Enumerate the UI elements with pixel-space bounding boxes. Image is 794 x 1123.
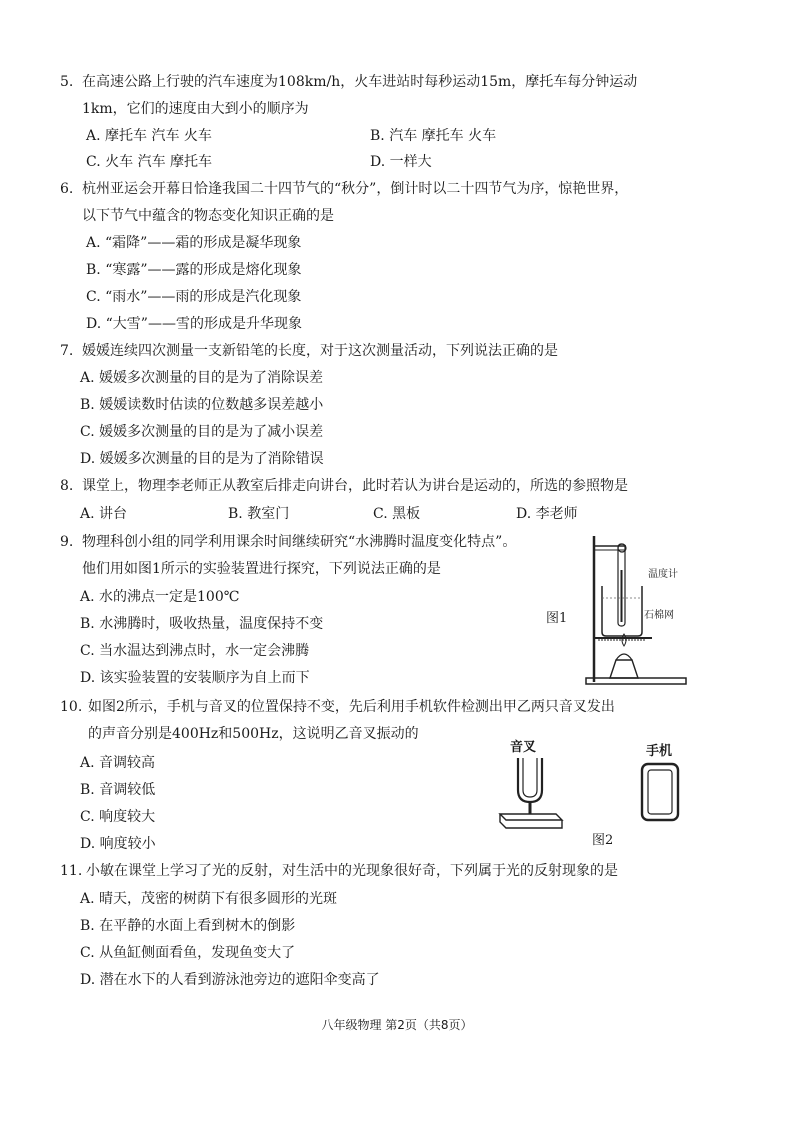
question-number: 9. bbox=[60, 534, 74, 550]
option-d: D. 李老师 bbox=[516, 506, 578, 522]
option-d: D. “大雪”——雪的形成是升华现象 bbox=[86, 316, 302, 332]
question-stem-line: 他们用如图1所示的实验装置进行探究，下列说法正确的是 bbox=[82, 561, 441, 577]
option-b: B. 水沸腾时，吸收热量，温度保持不变 bbox=[80, 616, 324, 632]
question-stem-line: 杭州亚运会开幕日恰逢我国二十四节气的“秋分”，倒计时以二十四节气为序，惊艳世界， bbox=[82, 181, 629, 197]
option-d: D. 媛媛多次测量的目的是为了消除错误 bbox=[80, 451, 324, 467]
thermometer-label: 温度计 bbox=[648, 569, 678, 580]
option-c: C. 媛媛多次测量的目的是为了减小误差 bbox=[80, 424, 324, 440]
option-a: A. 媛媛多次测量的目的是为了消除误差 bbox=[80, 370, 324, 386]
question-number: 10. bbox=[60, 699, 83, 715]
question-stem-line: 以下节气中蕴含的物态变化知识正确的是 bbox=[82, 208, 334, 224]
option-c: C. 黑板 bbox=[373, 506, 421, 522]
option-c: C. 从鱼缸侧面看鱼，发现鱼变大了 bbox=[80, 945, 296, 961]
option-c: C. 当水温达到沸点时，水一定会沸腾 bbox=[80, 643, 310, 659]
option-b: B. 教室门 bbox=[228, 506, 290, 522]
option-b: B. 音调较低 bbox=[80, 782, 156, 798]
option-d: D. 一样大 bbox=[370, 154, 432, 170]
page-footer: 八年级物理 第2页（共8页） bbox=[321, 1018, 473, 1032]
question-number: 7. bbox=[60, 343, 74, 359]
option-c: C. 响度较大 bbox=[80, 809, 156, 825]
option-c: C. “雨水”——雨的形成是汽化现象 bbox=[86, 289, 302, 305]
option-b: B. 在平静的水面上看到树木的倒影 bbox=[80, 918, 296, 934]
fork-label: 音叉 bbox=[510, 740, 537, 755]
tuning-fork-illustration bbox=[496, 752, 566, 832]
option-b: B. 媛媛读数时估读的位数越多误差越小 bbox=[80, 397, 324, 413]
question-number: 8. bbox=[60, 478, 74, 494]
question-stem-line: 的声音分别是400Hz和500Hz，这说明乙音叉振动的 bbox=[88, 726, 419, 742]
question-stem-line: 1km，它们的速度由大到小的顺序为 bbox=[82, 101, 309, 117]
option-d: D. 潜在水下的人看到游泳池旁边的遮阳伞变高了 bbox=[80, 972, 380, 988]
option-a: A. 音调较高 bbox=[80, 755, 156, 771]
question-stem-line: 物理科创小组的同学利用课余时间继续研究“水沸腾时温度变化特点”。 bbox=[82, 534, 517, 550]
question-number: 5. bbox=[60, 74, 74, 90]
question-stem-line: 小敏在课堂上学习了光的反射，对生活中的光现象很好奇，下列属于光的反射现象的是 bbox=[86, 863, 618, 879]
option-a: A. “霜降”——霜的形成是凝华现象 bbox=[86, 235, 302, 251]
figure1-caption: 图1 bbox=[546, 611, 568, 626]
option-a: A. 摩托车 汽车 火车 bbox=[86, 128, 212, 144]
option-a: A. 晴天，茂密的树荫下有很多圆形的光斑 bbox=[80, 891, 338, 907]
option-a: A. 讲台 bbox=[80, 506, 128, 522]
question-stem-line: 课堂上，物理李老师正从教室后排走向讲台，此时若认为讲台是运动的，所选的参照物是 bbox=[82, 478, 628, 494]
question-number: 6. bbox=[60, 181, 74, 197]
question-stem-line: 如图2所示，手机与音叉的位置保持不变，先后利用手机软件检测出甲乙两只音叉发出 bbox=[88, 699, 615, 715]
option-a: A. 水的沸点一定是100℃ bbox=[80, 589, 240, 605]
option-d: D. 响度较小 bbox=[80, 836, 156, 852]
question-stem-line: 在高速公路上行驶的汽车速度为108km/h，火车进站时每秒运动15m，摩托车每分钟运动 bbox=[82, 74, 638, 90]
gauze-label: 石棉网 bbox=[644, 610, 674, 621]
question-stem-line: 媛媛连续四次测量一支新铅笔的长度，对于这次测量活动，下列说法正确的是 bbox=[82, 343, 558, 359]
option-c: C. 火车 汽车 摩托车 bbox=[86, 154, 213, 170]
question-number: 11. bbox=[60, 863, 83, 879]
phone-icon bbox=[638, 760, 682, 824]
phone-label: 手机 bbox=[646, 744, 673, 759]
option-b: B. 汽车 摩托车 火车 bbox=[370, 128, 497, 144]
figure2-caption: 图2 bbox=[592, 833, 614, 848]
option-b: B. “寒露”——露的形成是熔化现象 bbox=[86, 262, 302, 278]
option-d: D. 该实验装置的安装顺序为自上而下 bbox=[80, 670, 310, 686]
